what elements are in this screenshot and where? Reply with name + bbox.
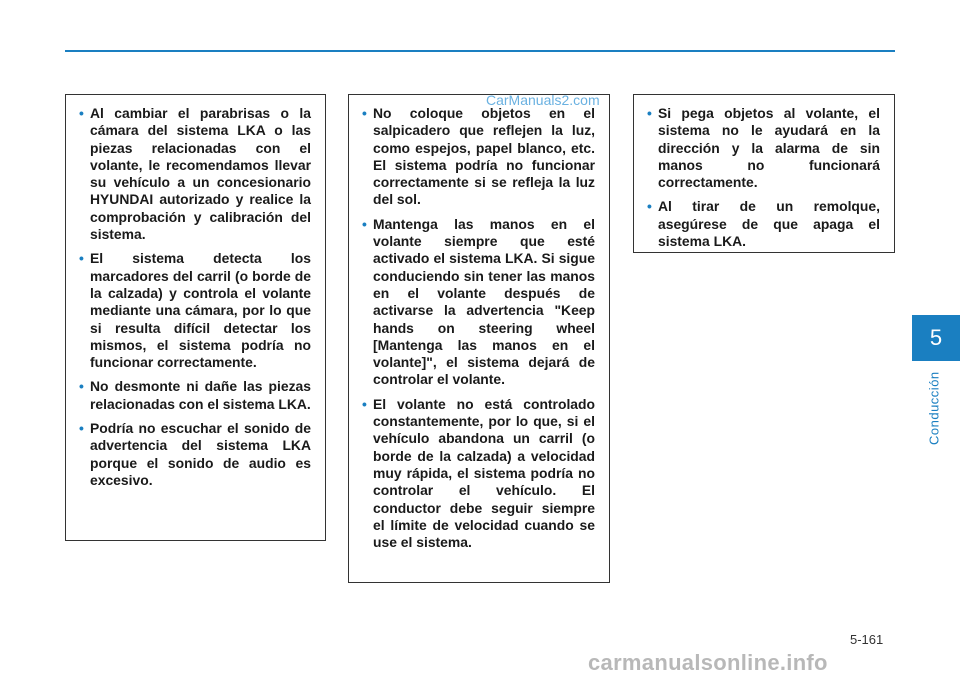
bullet-icon: • <box>362 395 367 412</box>
bullet-list <box>363 105 595 551</box>
page-number: 5-161 <box>850 632 884 647</box>
chapter-tab: 5 <box>912 315 960 361</box>
bullet-icon: • <box>647 105 652 121</box>
list-item: • El volante no está controlado constantemente, por lo que, si el vehículo abandona un carril (o borde de la calzada) a velocidad muy rápida, el sistema podría no controlar el vehículo. El conductor debe seguir siempre el límite de velocidad cuando se use el sistema. <box>362 395 595 551</box>
caution-box-right <box>633 94 895 253</box>
bullet-icon: • <box>79 250 84 267</box>
list-item: • No desmonte ni dañe las piezas relacionadas con el sistema LKA. <box>79 378 311 412</box>
bullet-list <box>80 105 311 489</box>
watermark-bottom: carmanualsonline.info <box>588 650 828 675</box>
bullet-icon: • <box>362 105 367 121</box>
bullet-icon: • <box>79 420 84 437</box>
caution-box-middle <box>348 94 610 583</box>
watermark-top: CarManuals2.com <box>486 92 600 108</box>
list-item: • Al cambiar el parabrisas o la cámara del sistema LKA o las piezas relacionadas con el volante, le recomendamos llevar su vehículo a un concesionario HYUNDAI autorizado y realice la comprobación y calibración del sistema. <box>79 105 311 243</box>
caution-box-left <box>65 94 326 541</box>
list-item: • Al tirar de un remolque, asegúrese de que apaga el sistema LKA. <box>647 198 880 250</box>
chapter-label: Conducción <box>926 371 942 445</box>
bullet-icon: • <box>647 198 652 215</box>
list-item: • Si pega objetos al volante, el sistema no le ayudará en la dirección y la alarma de sin manos no funcionará correctamente. <box>647 105 880 191</box>
list-item: • Podría no escuchar el sonido de advertencia del sistema LKA porque el sonido de audio es excesivo. <box>79 420 311 488</box>
list-item: • Mantenga las manos en el volante siempre que esté activado el sistema LKA. Si sigue conduciendo sin tener las manos en el volante después de activarse la advertencia "Keep hands on steering wheel [Mantenga las manos en el volante]", el sistema dejará de controlar el volante. <box>362 215 595 388</box>
bullet-list <box>648 105 880 250</box>
list-item: • El sistema detecta los marcadores del carril (o borde de la calzada) y controla el volante mediante una cámara, por lo que si resulta difícil detectar los mismos, el sistema podría no funcionar correctamente. <box>79 250 311 371</box>
header-rule <box>65 50 895 52</box>
bullet-icon: • <box>79 378 84 395</box>
list-item: • No coloque objetos en el salpicadero que reflejen la luz, como espejos, papel blanco, etc. El sistema podría no funcionar correctamente si se refleja la luz del sol. <box>362 105 595 208</box>
bullet-icon: • <box>362 215 367 232</box>
bullet-icon: • <box>79 105 84 121</box>
